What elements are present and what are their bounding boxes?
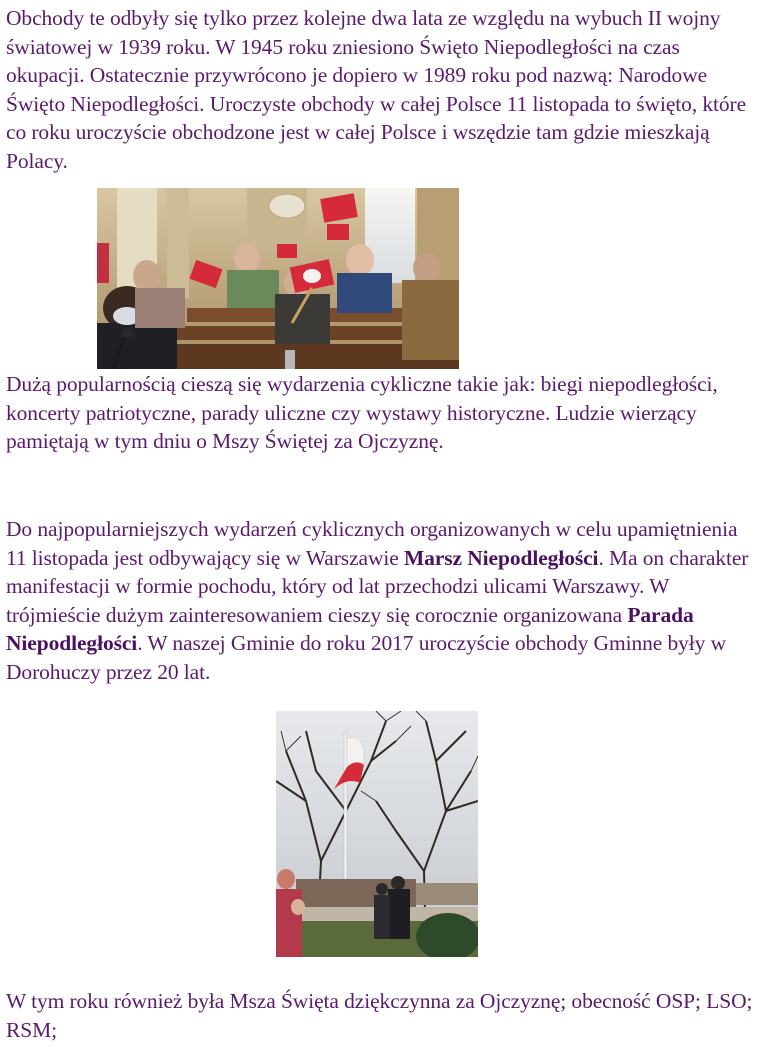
bold-parada-niepodleglosci: Parada Niepodległości bbox=[6, 602, 694, 655]
church-celebration-photo bbox=[97, 188, 459, 369]
flag-ceremony-photo bbox=[276, 711, 478, 957]
paragraph-marches-text-1: Do najpopularniejszych wydarzeń cyklicznych organizowanych w celu upamiętnienia 11 listopada jest odbywający się w Warszawie bbox=[6, 517, 738, 570]
paragraph-marches-text-3: . W naszej Gminie do roku 2017 uroczyście obchody Gminne były w Dorohuczy przez 20 lat. bbox=[6, 631, 727, 684]
paragraph-history: Obchody te odbyły się tylko przez kolejne dwa lata ze względu na wybuch II wojny światowej w 1939 roku. W 1945 roku zniesiono Święto Niepodległości na czas okupacji. Ostatecznie przywrócono je dopiero w 1989 roku pod nazwą: Narodowe Święto Niepodległości. Uroczyste obchody w całej Polsce 11 listopada to święto, które co roku uroczyście obchodzone jest w całej Polsce i wszędzie tam gdzie mieszkają Polacy. bbox=[6, 6, 747, 173]
church-photo-illustration bbox=[97, 188, 459, 369]
paragraph-this-year: W tym roku również była Msza Święta dziękczynna za Ojczyznę; obecność OSP; LSO; RSM; bbox=[6, 989, 753, 1042]
paragraph-marches bbox=[6, 515, 756, 686]
paragraph-marches-text-2: . Ma on charakter manifestacji w formie pochodu, który od lat przechodzi ulicami Warszawy. W trójmieście dużym zainteresowaniem cieszy się corocznie organizowana bbox=[6, 545, 749, 627]
bold-marsz-niepodleglosci: Marsz Niepodległości bbox=[403, 545, 599, 570]
flag-photo-illustration bbox=[276, 711, 478, 957]
paragraph-events: Dużą popularnością cieszą się wydarzenia cykliczne takie jak: biegi niepodległości, koncerty patriotyczne, parady uliczne czy wystawy historyczne. Ludzie wierzący pamiętają w tym dniu o Mszy Świętej za Ojczyznę. bbox=[6, 372, 718, 453]
